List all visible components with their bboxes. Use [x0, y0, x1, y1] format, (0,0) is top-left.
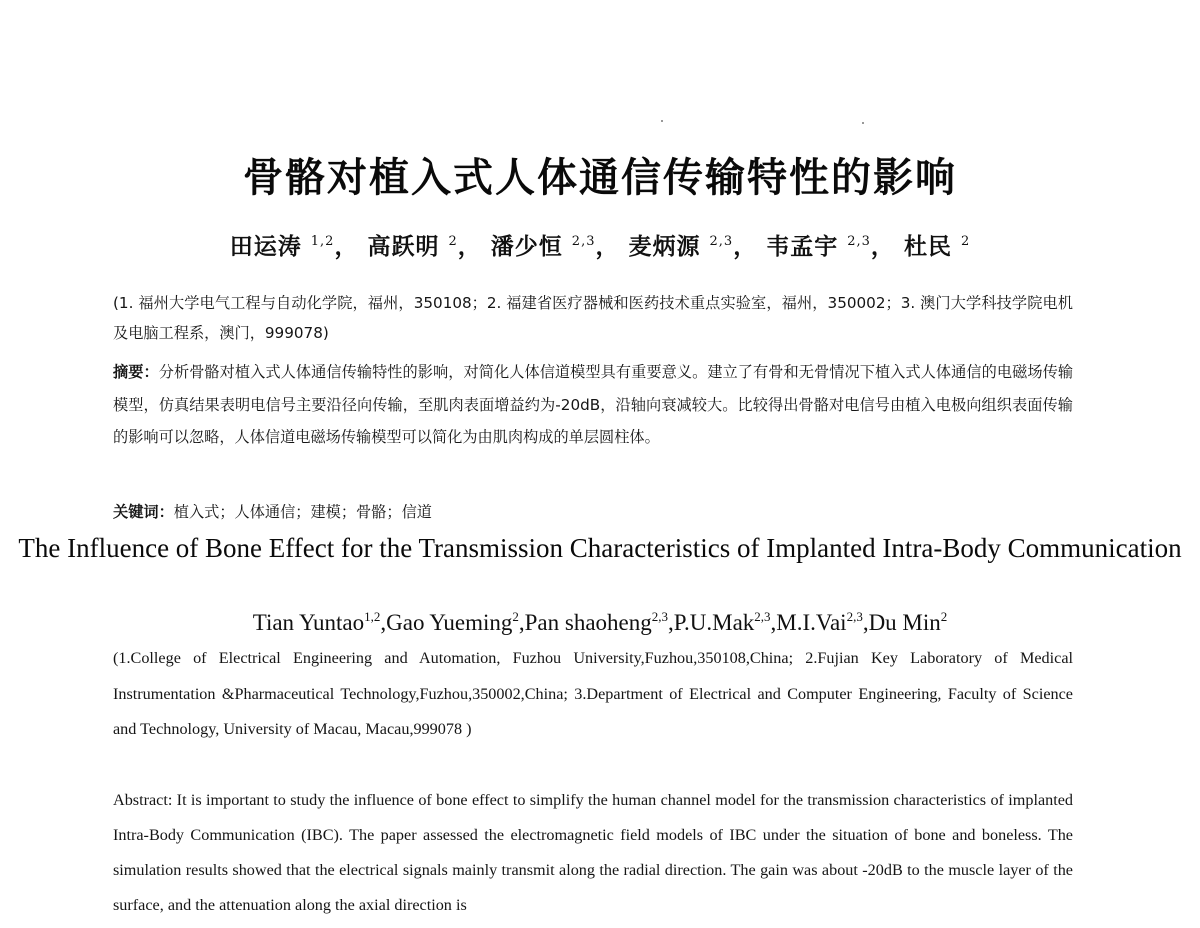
author: 麦炳源 $^{2,3}$ [628, 233, 734, 260]
chinese-affiliation: (1. 福州大学电气工程与自动化学院，福州，350108；2. 福建省医疗器械和医药技术重点实验室，福州，350002；3. 澳门大学科技学院电机及电脑工程系，澳门，999078) [113, 294, 1073, 342]
chinese-abstract [113, 356, 1073, 454]
author: 田运涛 $^{1,2}$ [229, 233, 335, 260]
english-abstract: Abstract: It is important to study the influence of bone effect to simplify the human channel model for the transmission characteristics of implanted Intra-Body Communication (IBC). The paper assessed the electromagnetic field models of IBC under the situation of bone and boneless. The simulation results showed that the electrical signals mainly transmit along the radial direction. The gain was about -20dB to the muscle layer of the surface, and the attenuation along the axial direction is [113, 791, 1073, 914]
scan-speck [661, 120, 663, 122]
author: 高跃明 $^2$ [367, 233, 458, 260]
english-title: The Influence of Bone Effect for the Transmission Characteristics of Implanted Intra-Body Communication [18, 533, 1182, 563]
author: Gao Yueming$^2$ [386, 609, 519, 635]
english-affiliation: (1.College of Electrical Engineering and Automation, Fuzhou University,Fuzhou,350108,China; 2.Fujian Key Laboratory of Medical Instrumentation &Pharmaceutical Technology,Fuzhou,350002,China; 3.Department of Electrical and Computer Engineering, Faculty of Science and Technology, University of Macau, Macau,999078 ) [113, 649, 1073, 738]
keywords-label: 关键词： [113, 503, 174, 521]
chinese-keywords [113, 499, 1073, 525]
english-authors: Tian Yuntao$^{1,2}$,Gao Yueming$^2$,Pan shaoheng$^{2,3}$,P.U.Mak$^{2,3}$,M.I.Vai$^{2,3}$,Du Min$^2$ [252, 609, 948, 635]
abstract-text: 分析骨骼对植入式人体通信传输特性的影响，对简化人体信道模型具有重要意义。建立了有骨和无骨情况下植入式人体通信的电磁场传输模型，仿真结果表明电信号主要沿径向传输，至肌肉表面增益约为-20dB，沿轴向衰减较大。比较得出骨骼对电信号由植入电极向组织表面传输的影响可以忽略，人体信道电磁场传输模型可以简化为由肌肉构成的单层圆柱体。 [113, 363, 1074, 446]
chinese-title: 骨骼对植入式人体通信传输特性的影响 [243, 155, 957, 201]
author: 潘少恒 $^{2,3}$ [490, 233, 596, 260]
author: Pan shaoheng$^{2,3}$ [524, 609, 669, 635]
author: Tian Yuntao$^{1,2}$ [252, 609, 381, 635]
author: 韦孟宇 $^{2,3}$ [766, 233, 871, 260]
scan-speck [862, 122, 864, 124]
author: M.I.Vai$^{2,3}$ [776, 609, 863, 635]
chinese-authors: 田运涛 $^{1,2}$， 高跃明 $^2$， 潘少恒 $^{2,3}$， 麦炳源 $^{2,3}$， 韦孟宇 $^{2,3}$， 杜民 $^2$ [229, 233, 971, 260]
abstract-label: 摘要： [113, 363, 159, 381]
author: 杜民 $^2$ [903, 233, 971, 260]
author: Du Min$^2$ [868, 609, 948, 635]
author: P.U.Mak$^{2,3}$ [673, 609, 771, 635]
keywords-text: 植入式；人体通信；建模；骨骼；信道 [173, 503, 432, 521]
